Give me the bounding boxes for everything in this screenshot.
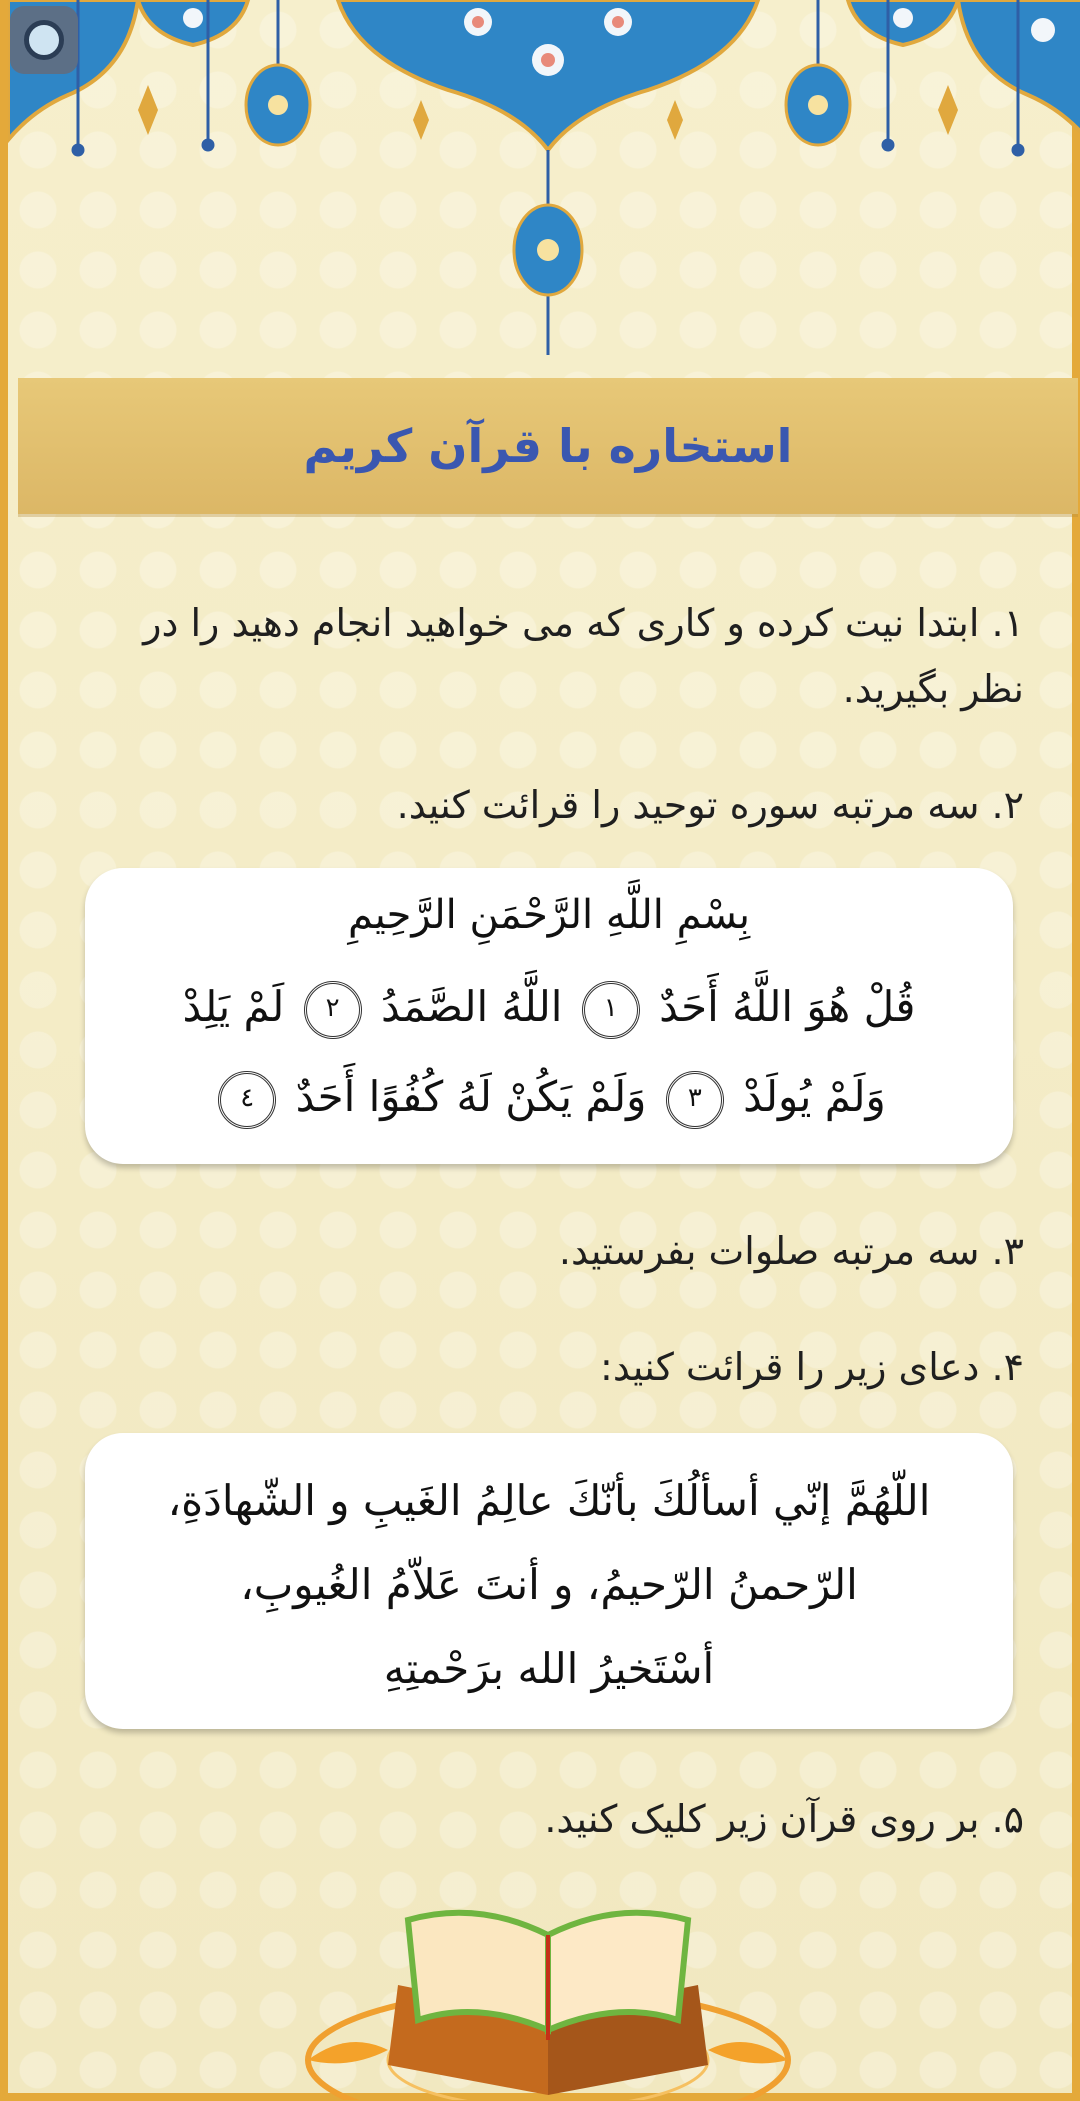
ayah-number-1: ١ [582,981,640,1039]
surah-line-1 [85,962,1013,1052]
ayah-number-3: ٣ [666,1071,724,1129]
camera-icon [10,6,78,74]
step-4-text: ۴. دعای زیر را قرائت کنید: [600,1345,1024,1389]
bismillah-text: بِسْمِ اللَّهِ الرَّحْمَنِ الرَّحِيمِ [347,892,751,938]
step-5-text: ۵. بر روی قرآن زیر کلیک کنید. [544,1797,1024,1841]
step-2-text: ۲. سه مرتبه سوره توحید را قرائت کنید. [396,783,1024,827]
quran-book-icon[interactable] [278,1890,818,2100]
ayah-3b-text: وَلَمْ يُولَدْ [743,1072,886,1121]
title-bar [18,378,1078,514]
dua-line-2: الرّحمنُ الرّحيمُ، و أنتَ عَلاّمُ الغُيوبِ، [240,1560,858,1609]
header-ornament-icon [8,0,1080,370]
ayah-number-4: ٤ [218,1071,276,1129]
step-3-text: ۳. سه مرتبه صلوات بفرستید. [558,1229,1024,1273]
ayah-number-2: ٢ [304,981,362,1039]
ayah-2-text: اللَّهُ الصَّمَدُ [380,982,563,1031]
ayah-4-text: وَلَمْ يَكُنْ لَهُ كُفُوًا أَحَدٌ [295,1072,647,1121]
surah-line-2 [85,1052,1013,1142]
page-title: استخاره با قرآن کریم [303,419,793,473]
dua-card [85,1433,1013,1729]
dua-line-1: اللّهُمَّ إنّي أسألُكَ بأنّكَ عالِمُ الغَيبِ و الشّهادَةِ، [167,1476,931,1525]
ayah-3a-text: لَمْ يَلِدْ [182,982,285,1031]
surah-tawhid-card [85,868,1013,1164]
ayah-1-text: قُلْ هُوَ اللَّهُ أَحَدٌ [659,982,916,1031]
step-1-text: ۱. ابتدا نیت کرده و کاری که می خواهید انجام دهید را در نظر بگیرید. [143,601,1024,711]
dua-line-3: أسْتَخيرُ الله برَحْمتِهِ [383,1644,715,1693]
